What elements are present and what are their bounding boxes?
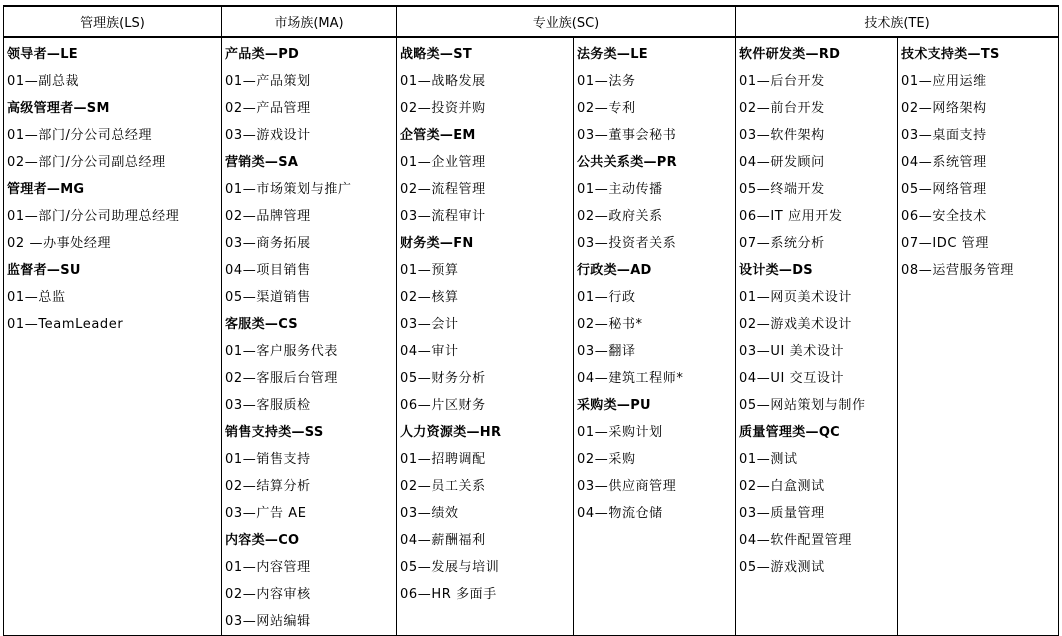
job-position-item: 02—客服后台管理 xyxy=(225,371,338,386)
job-position-item: 01—网页美术设计 xyxy=(739,290,852,305)
job-position-item: 01—部门/分公司总经理 xyxy=(7,128,153,143)
job-position-item: 02—游戏美术设计 xyxy=(739,317,852,332)
job-position-item: 01—产品策划 xyxy=(225,74,311,89)
job-position-item: 01—TeamLeader xyxy=(7,317,124,332)
job-position-item: 02—品牌管理 xyxy=(225,209,311,224)
job-list xyxy=(574,38,735,527)
job-position-item: 04—项目销售 xyxy=(225,263,311,278)
family-label: 专业族(SC) xyxy=(532,16,600,31)
job-position-item: 05—网站策划与制作 xyxy=(739,398,866,413)
job-position-item: 05—游戏测试 xyxy=(739,560,825,575)
job-position-item: 02—投资并购 xyxy=(400,101,486,116)
job-position-item: 06—安全技术 xyxy=(901,209,987,224)
job-position-item: 05—财务分析 xyxy=(400,371,486,386)
column-cell xyxy=(4,37,222,636)
job-position-item: 03—会计 xyxy=(400,317,459,332)
job-position-item: 01—测试 xyxy=(739,452,798,467)
job-position-item: 02—秘书* xyxy=(577,317,643,332)
column-cell xyxy=(574,37,736,636)
job-position-item: 01—部门/分公司助理总经理 xyxy=(7,209,180,224)
job-category-heading: 内容类—CO xyxy=(225,533,300,548)
job-category-heading: 客服类—CS xyxy=(225,317,298,332)
job-position-item: 04—建筑工程师* xyxy=(577,371,684,386)
family-label: 管理族(LS) xyxy=(80,16,145,31)
column-cell xyxy=(898,37,1059,636)
job-position-item: 02—核算 xyxy=(400,290,459,305)
job-position-item: 04—UI 交互设计 xyxy=(739,371,845,386)
job-family-table xyxy=(3,5,1059,636)
job-position-item: 01—市场策划与推广 xyxy=(225,182,352,197)
job-category-heading: 企管类—EM xyxy=(400,128,476,143)
job-position-item: 01—行政 xyxy=(577,290,636,305)
job-list xyxy=(736,38,897,581)
job-position-item: 05—渠道销售 xyxy=(225,290,311,305)
job-position-item: 01—主动传播 xyxy=(577,182,663,197)
job-position-item: 06—片区财务 xyxy=(400,398,486,413)
job-list-row xyxy=(4,37,1059,636)
job-category-heading: 设计类—DS xyxy=(739,263,813,278)
job-position-item: 01—销售支持 xyxy=(225,452,311,467)
job-category-heading: 销售支持类—SS xyxy=(225,425,324,440)
job-category-heading: 质量管理类—QC xyxy=(739,425,841,440)
family-label: 技术族(TE) xyxy=(864,16,930,31)
job-category-heading: 采购类—PU xyxy=(577,398,651,413)
job-category-heading: 财务类—FN xyxy=(400,236,474,251)
job-position-item: 03—翻译 xyxy=(577,344,636,359)
job-category-heading: 法务类—LE xyxy=(577,47,648,62)
job-position-item: 04—薪酬福利 xyxy=(400,533,486,548)
job-position-item: 02—专利 xyxy=(577,101,636,116)
job-position-item: 02—员工关系 xyxy=(400,479,486,494)
job-category-heading: 战略类—ST xyxy=(400,47,473,62)
job-position-item: 02—内容审核 xyxy=(225,587,311,602)
job-category-heading: 公共关系类—PR xyxy=(577,155,677,170)
job-position-item: 03—桌面支持 xyxy=(901,128,987,143)
job-position-item: 01—总监 xyxy=(7,290,66,305)
job-position-item: 03—网站编辑 xyxy=(225,614,311,629)
job-position-item: 03—绩效 xyxy=(400,506,459,521)
job-position-item: 06—HR 多面手 xyxy=(400,587,497,602)
column-cell xyxy=(222,37,397,636)
family-header-row xyxy=(4,6,1059,37)
job-position-item: 01—应用运维 xyxy=(901,74,987,89)
family-label: 市场族(MA) xyxy=(274,16,344,31)
job-position-item: 03—软件架构 xyxy=(739,128,825,143)
job-position-item: 01—客户服务代表 xyxy=(225,344,338,359)
job-position-item: 02—前台开发 xyxy=(739,101,825,116)
job-category-heading: 管理者—MG xyxy=(7,182,85,197)
column-cell xyxy=(736,37,898,636)
job-position-item: 04—系统管理 xyxy=(901,155,987,170)
job-position-item: 03—投资者关系 xyxy=(577,236,677,251)
job-position-item: 01—内容管理 xyxy=(225,560,311,575)
job-category-heading: 技术支持类—TS xyxy=(901,47,1000,62)
job-position-item: 07—系统分析 xyxy=(739,236,825,251)
job-position-item: 02—采购 xyxy=(577,452,636,467)
job-position-item: 02—白盒测试 xyxy=(739,479,825,494)
job-category-heading: 领导者—LE xyxy=(7,47,78,62)
job-position-item: 01—战略发展 xyxy=(400,74,486,89)
job-position-item: 01—招聘调配 xyxy=(400,452,486,467)
family-header-ls xyxy=(4,6,222,37)
job-category-heading: 监督者—SU xyxy=(7,263,81,278)
family-header-te xyxy=(736,6,1059,37)
job-position-item: 01—副总裁 xyxy=(7,74,80,89)
job-position-item: 01—企业管理 xyxy=(400,155,486,170)
job-position-item: 03—UI 美术设计 xyxy=(739,344,845,359)
job-position-item: 02—结算分析 xyxy=(225,479,311,494)
job-category-heading: 行政类—AD xyxy=(577,263,652,278)
job-position-item: 01—采购计划 xyxy=(577,425,663,440)
job-position-item: 04—软件配置管理 xyxy=(739,533,852,548)
job-position-item: 03—供应商管理 xyxy=(577,479,677,494)
job-position-item: 04—审计 xyxy=(400,344,459,359)
job-position-item: 02—部门/分公司副总经理 xyxy=(7,155,166,170)
family-header-ma xyxy=(222,6,397,37)
job-list xyxy=(222,38,396,635)
job-position-item: 01—预算 xyxy=(400,263,459,278)
job-position-item: 04—研发顾问 xyxy=(739,155,825,170)
job-position-item: 02—流程管理 xyxy=(400,182,486,197)
job-category-heading: 营销类—SA xyxy=(225,155,299,170)
family-header-sc xyxy=(397,6,736,37)
job-category-heading: 产品类—PD xyxy=(225,47,300,62)
job-position-item: 05—网络管理 xyxy=(901,182,987,197)
job-position-item: 07—IDC 管理 xyxy=(901,236,990,251)
job-position-item: 03—广告 AE xyxy=(225,506,307,521)
job-position-item: 03—客服质检 xyxy=(225,398,311,413)
job-position-item: 01—法务 xyxy=(577,74,636,89)
job-position-item: 01—后台开发 xyxy=(739,74,825,89)
job-position-item: 05—发展与培训 xyxy=(400,560,500,575)
job-position-item: 02 —办事处经理 xyxy=(7,236,112,251)
job-position-item: 03—董事会秘书 xyxy=(577,128,677,143)
job-position-item: 08—运营服务管理 xyxy=(901,263,1014,278)
job-position-item: 03—游戏设计 xyxy=(225,128,311,143)
job-position-item: 03—质量管理 xyxy=(739,506,825,521)
job-list xyxy=(4,38,221,338)
job-position-item: 03—流程审计 xyxy=(400,209,486,224)
job-position-item: 04—物流仓储 xyxy=(577,506,663,521)
job-position-item: 02—政府关系 xyxy=(577,209,663,224)
job-category-heading: 软件研发类—RD xyxy=(739,47,841,62)
job-category-heading: 高级管理者—SM xyxy=(7,101,110,116)
job-position-item: 03—商务拓展 xyxy=(225,236,311,251)
job-position-item: 06—IT 应用开发 xyxy=(739,209,843,224)
job-position-item: 02—产品管理 xyxy=(225,101,311,116)
job-position-item: 02—网络架构 xyxy=(901,101,987,116)
job-position-item: 05—终端开发 xyxy=(739,182,825,197)
job-category-heading: 人力资源类—HR xyxy=(400,425,502,440)
column-cell xyxy=(397,37,574,636)
job-list xyxy=(397,38,573,608)
job-list xyxy=(898,38,1058,284)
